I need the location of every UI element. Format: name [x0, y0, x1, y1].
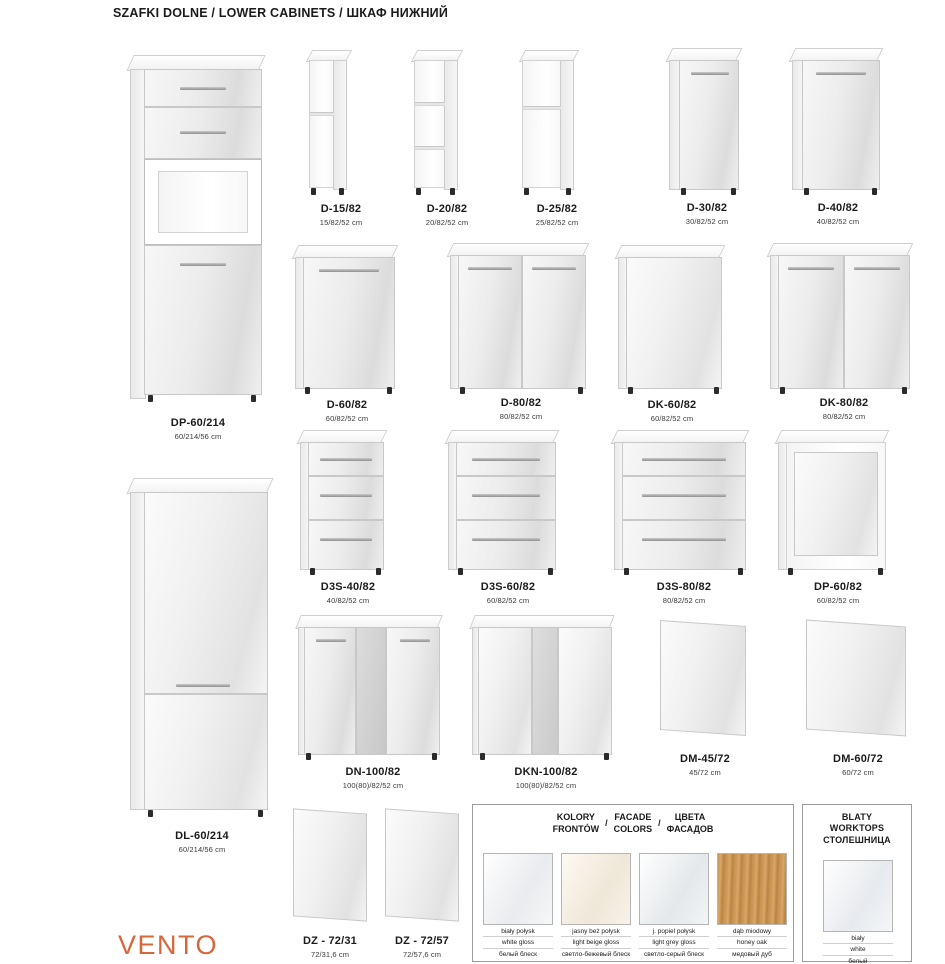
- caption-dims: 30/82/52 cm: [685, 216, 729, 226]
- swatch-label-pl: jasny beż połysk: [572, 928, 620, 935]
- product-d-30-82[interactable]: [655, 48, 759, 226]
- swatch-label-en: white gloss: [483, 936, 553, 947]
- caption-code: D3S-80/82: [656, 581, 712, 593]
- caption-dims: 40/82/52 cm: [326, 595, 370, 605]
- swatch-label-ru: светло-бежевый блеск: [561, 948, 631, 959]
- caption-code: D-40/82: [817, 202, 859, 214]
- caption-dims: 20/82/52 cm: [425, 217, 469, 227]
- caption-code: DK-80/82: [819, 397, 869, 409]
- caption-dims: 100(80)/82/52 cm: [515, 780, 577, 790]
- swatch-label-pl: biały połysk: [501, 928, 535, 935]
- caption-code: D3S-60/82: [480, 581, 536, 593]
- swatch-item[interactable]: [639, 853, 709, 959]
- worktops-title-2: WORKTOPS: [829, 823, 885, 834]
- caption-code: D-15/82: [320, 203, 362, 215]
- swatch-label-ru: светло-серый блеск: [639, 948, 709, 959]
- caption-code: D-30/82: [686, 202, 728, 214]
- product-dk-80-82[interactable]: [760, 243, 928, 421]
- caption-code: DP-60/214: [170, 417, 226, 429]
- caption-code: D-25/82: [536, 203, 578, 215]
- caption-code: D-20/82: [426, 203, 468, 215]
- caption-code: DP-60/82: [813, 581, 863, 593]
- caption-dims: 72/31,6 cm: [310, 949, 350, 959]
- caption-code: DKN-100/82: [514, 766, 578, 778]
- caption-code: DK-60/82: [647, 399, 697, 411]
- brand-logo: VENTO: [118, 930, 219, 960]
- caption-dims: 60/82/52 cm: [650, 413, 694, 423]
- caption-dims: 45/72 cm: [689, 767, 721, 777]
- caption-dims: 60/82/52 cm: [486, 595, 530, 605]
- swatch-honey-oak: [717, 853, 787, 925]
- product-dk-60-82[interactable]: [608, 245, 736, 423]
- colors-title-en-2: COLORS: [613, 823, 653, 834]
- caption-code: DM-60/72: [833, 753, 883, 765]
- worktops-title-3: СТОЛЕШНИЦА: [823, 834, 891, 845]
- caption-dims: 100(80)/82/52 cm: [342, 780, 404, 790]
- swatch-white-worktop: [823, 860, 893, 932]
- swatch-label-en: honey oak: [717, 936, 787, 947]
- swatch-label-pl: biały: [851, 935, 865, 942]
- worktops-title-1: BLATY: [841, 812, 873, 822]
- caption-code: DL-60/214: [175, 830, 229, 842]
- caption-code: DZ - 72/31: [303, 935, 357, 947]
- worktops-panel: [802, 804, 912, 962]
- swatch-label-pl: j. popiel połysk: [652, 928, 696, 935]
- swatch-white-gloss: [483, 853, 553, 925]
- product-d-80-82[interactable]: [440, 243, 602, 421]
- product-d3s-80-82[interactable]: [604, 430, 764, 605]
- caption-dims: 60/214/56 cm: [174, 431, 222, 441]
- caption-code: DM-45/72: [680, 753, 730, 765]
- colors-title-en-1: FACADE: [614, 812, 652, 822]
- swatch-item[interactable]: [561, 853, 631, 959]
- colors-title-pl-1: KOLORY: [556, 812, 595, 822]
- swatch-label-en: light beige gloss: [561, 936, 631, 947]
- caption-dims: 40/82/52 cm: [816, 216, 860, 226]
- product-dm-60-72[interactable]: [778, 615, 938, 777]
- swatch-light-beige-gloss: [561, 853, 631, 925]
- page-title: SZAFKI DOLNE / LOWER CABINETS / ШКАФ НИЖНИЙ: [113, 6, 449, 20]
- product-d-60-82[interactable]: [285, 245, 409, 423]
- caption-dims: 80/82/52 cm: [822, 411, 866, 421]
- swatch-item[interactable]: [483, 853, 553, 959]
- facade-colors-panel: [472, 804, 794, 962]
- caption-dims: 60/214/56 cm: [178, 844, 226, 854]
- caption-dims: 25/82/52 cm: [535, 217, 579, 227]
- caption-dims: 72/57,6 cm: [402, 949, 442, 959]
- product-d-15-82[interactable]: [295, 50, 387, 227]
- caption-dims: 15/82/52 cm: [319, 217, 363, 227]
- product-d-20-82[interactable]: [400, 50, 494, 227]
- caption-code: D3S-40/82: [320, 581, 376, 593]
- swatch-item[interactable]: [717, 853, 787, 959]
- colors-title-ru-1: ЦВЕТА: [674, 812, 706, 822]
- caption-code: DN-100/82: [345, 766, 401, 778]
- product-dkn-100-82[interactable]: [458, 615, 634, 790]
- product-d-40-82[interactable]: [780, 48, 896, 226]
- caption-code: DZ - 72/57: [395, 935, 449, 947]
- product-d3s-40-82[interactable]: [290, 430, 406, 605]
- caption-dims: 80/82/52 cm: [662, 595, 706, 605]
- caption-dims: 60/82/52 cm: [816, 595, 860, 605]
- swatch-label-ru: белый блеск: [483, 948, 553, 959]
- product-dp-60-82[interactable]: [768, 430, 908, 605]
- caption-dims: 60/72 cm: [842, 767, 874, 777]
- product-dm-45-72[interactable]: [630, 615, 780, 777]
- caption-code: D-60/82: [326, 399, 368, 411]
- colors-title-pl-2: FRONTÓW: [552, 823, 600, 834]
- product-dn-100-82[interactable]: [288, 615, 458, 790]
- caption-dims: 60/82/52 cm: [325, 413, 369, 423]
- product-d-25-82[interactable]: [508, 50, 606, 227]
- swatch-label-en: light grey gloss: [639, 936, 709, 947]
- colors-sep-1: /: [605, 818, 608, 828]
- product-dl-60-214[interactable]: [118, 478, 286, 854]
- colors-sep-2: /: [658, 818, 661, 828]
- product-dz-72-57[interactable]: [367, 805, 477, 959]
- caption-dims: 80/82/52 cm: [499, 411, 543, 421]
- product-dp-60-214[interactable]: [118, 55, 278, 441]
- caption-code: D-80/82: [500, 397, 542, 409]
- product-d3s-60-82[interactable]: [438, 430, 578, 605]
- swatch-label-en: white: [823, 943, 893, 954]
- swatch-item[interactable]: [823, 860, 893, 964]
- swatch-label-pl: dąb miodowy: [732, 928, 772, 935]
- swatch-label-ru: медовый дуб: [717, 948, 787, 959]
- swatch-label-ru: белый: [823, 955, 893, 964]
- swatch-light-grey-gloss: [639, 853, 709, 925]
- colors-title-ru-2: ФАСАДОВ: [666, 823, 714, 834]
